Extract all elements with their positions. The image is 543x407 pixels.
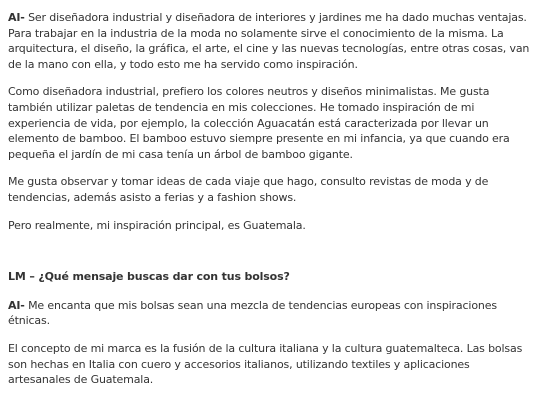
answer-text: Ser diseñadora industrial y diseñadora de interiores y jardines me ha dado muchas ventajas. Para trabajar en la industria de la moda no solamente sirve el conocimiento de la misma. La arquitectura, el diseño, la gráfica, el arte, el cine y las nuevas tecnologías, entre otras cosas, van de la mano con ella, y todo esto me ha servido como inspiración. [8,11,530,71]
answer-paragraph-2: Como diseñadora industrial, prefiero los colores neutros y diseños minimalistas. Me gusta también utilizar paletas de tendencia en mis colecciones. He tomado inspiración de mi experiencia de vida, por ejemplo, la colección Aguacatán está caracterizada por llevar un elemento de bamboo. El bamboo estuvo siempre presente en mi infancia, ya que cuando era pequeña el jardín de mi casa tenía un árbol de bamboo gigante. [8,85,510,161]
answer-paragraph-3: Me gusta observar y tomar ideas de cada viaje que hago, consulto revistas de moda y de tendencias, además asisto a ferias y a fashion shows. [8,175,489,204]
answer-text: Me encanta que mis bolsas sean una mezcla de tendencias europeas con inspiraciones étnicas. [8,298,497,328]
question-text: LM – ¿Qué mensaje buscas dar con tus bolsos? [8,270,290,284]
speaker-label: AI- [8,11,25,24]
answer-paragraph-5 [8,298,535,329]
paragraph-spacer [8,245,535,265]
interview-question [8,269,535,285]
answer-paragraph-1 [8,10,535,72]
answer-paragraph-6: El concepto de mi marca es la fusión de la cultura italiana y la cultura guatemalteca. Las bolsas son hechas en Italia con cuero y accesorios italianos, utilizando textiles y aplicaciones artesanales de Guatemala. [8,341,523,387]
answer-paragraph-4: Pero realmente, mi inspiración principal, es Guatemala. [8,218,306,232]
speaker-label: AI- [8,298,25,312]
